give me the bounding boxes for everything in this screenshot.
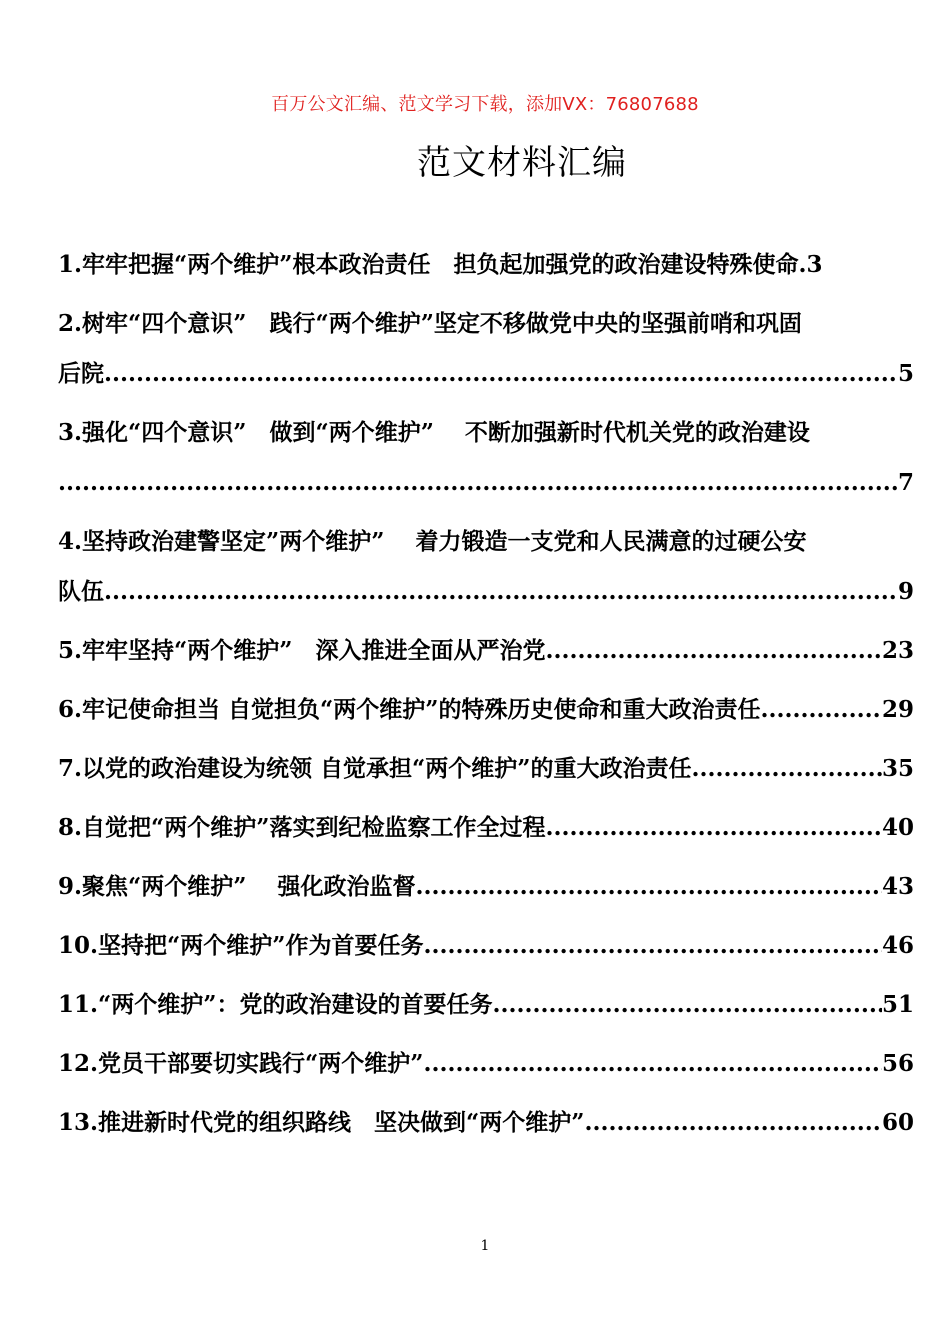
- toc-entry-title: 7.以党的政治建设为统领 自觉承担“两个维护”的重大政治责任: [58, 755, 692, 782]
- toc-leader-dots: [104, 349, 898, 399]
- toc-leader-dots: [423, 1039, 882, 1089]
- toc-leader-dots: [584, 1098, 882, 1148]
- toc-leader-dots: [58, 458, 898, 508]
- toc-entry-page: 9: [897, 578, 914, 605]
- toc-leader-dots: [691, 744, 882, 794]
- toc-leader-dots: [492, 980, 882, 1030]
- toc-entry-page: 29: [881, 696, 914, 723]
- toc-entry[interactable]: [58, 626, 914, 685]
- toc-entry[interactable]: [58, 744, 914, 803]
- toc-entry-title: 11.“两个维护”：党的政治建设的首要任务: [58, 991, 493, 1018]
- toc-entry[interactable]: [58, 803, 914, 862]
- toc-entry[interactable]: [58, 299, 914, 408]
- toc-leader-dots: [545, 626, 882, 676]
- toc-leader-dots: [545, 803, 882, 853]
- toc-entry[interactable]: [58, 240, 914, 299]
- toc-entry-title-continued: 后院: [58, 360, 104, 387]
- toc-entry[interactable]: [58, 862, 914, 921]
- toc-entry[interactable]: [58, 1098, 914, 1157]
- toc-entry-page: 35: [881, 755, 914, 782]
- toc-entry-page: 3: [806, 251, 823, 278]
- watermark-text: 百万公文汇编、范文学习下载，添加VX：76807688: [271, 94, 699, 115]
- document-title: 范文材料汇编: [417, 143, 627, 183]
- toc-entry-page: 23: [881, 637, 914, 664]
- toc-entry[interactable]: [58, 921, 914, 980]
- toc-entry-page: 5: [897, 360, 914, 387]
- toc-entry-title: 4.坚持政治建警坚定”两个维护” 着力锻造一支党和人民满意的过硬公安: [58, 528, 807, 555]
- toc-entry[interactable]: [58, 408, 914, 517]
- toc-entry-page: 60: [881, 1109, 914, 1136]
- toc-entry-page: 51: [881, 991, 914, 1018]
- toc-entry[interactable]: [58, 517, 914, 626]
- toc-entry-title: 2.树牢“四个意识” 践行“两个维护”坚定不移做党中央的坚强前哨和巩固: [58, 310, 802, 337]
- toc-entry-page: 40: [881, 814, 914, 841]
- page-number: 1: [480, 1238, 490, 1254]
- toc-entry-page: 7: [897, 469, 914, 496]
- toc-leader-dots: [415, 862, 882, 912]
- toc-entry-title: 12.党员干部要切实践行“两个维护”: [58, 1050, 424, 1077]
- toc-leader-dots: [104, 567, 898, 617]
- table-of-contents: [58, 240, 914, 1157]
- toc-entry-title: 13.推进新时代党的组织路线 坚决做到“两个维护”: [58, 1109, 585, 1136]
- toc-leader-dots: [423, 921, 882, 971]
- toc-leader-dots: [798, 240, 806, 290]
- toc-entry[interactable]: [58, 685, 914, 744]
- toc-entry-title: 5.牢牢坚持“两个维护” 深入推进全面从严治党: [58, 637, 546, 664]
- toc-entry-title: 1.牢牢把握“两个维护”根本政治责任 担负起加强党的政治建设特殊使命: [58, 251, 799, 278]
- toc-entry-page: 46: [881, 932, 914, 959]
- toc-entry-page: 43: [881, 873, 914, 900]
- toc-entry-title: 3.强化“四个意识” 做到“两个维护” 不断加强新时代机关党的政治建设: [58, 419, 810, 446]
- toc-entry-title: 10.坚持把“两个维护”作为首要任务: [58, 932, 424, 959]
- toc-entry[interactable]: [58, 980, 914, 1039]
- toc-entry-page: 56: [881, 1050, 914, 1077]
- toc-leader-dots: [760, 685, 882, 735]
- toc-entry-title: 6.牢记使命担当 自觉担负“两个维护”的特殊历史使命和重大政治责任: [58, 696, 761, 723]
- toc-entry[interactable]: [58, 1039, 914, 1098]
- toc-entry-title-continued: 队伍: [58, 578, 104, 605]
- toc-entry-title: 9.聚焦“两个维护” 强化政治监督: [58, 873, 416, 900]
- toc-entry-title: 8.自觉把“两个维护”落实到纪检监察工作全过程: [58, 814, 546, 841]
